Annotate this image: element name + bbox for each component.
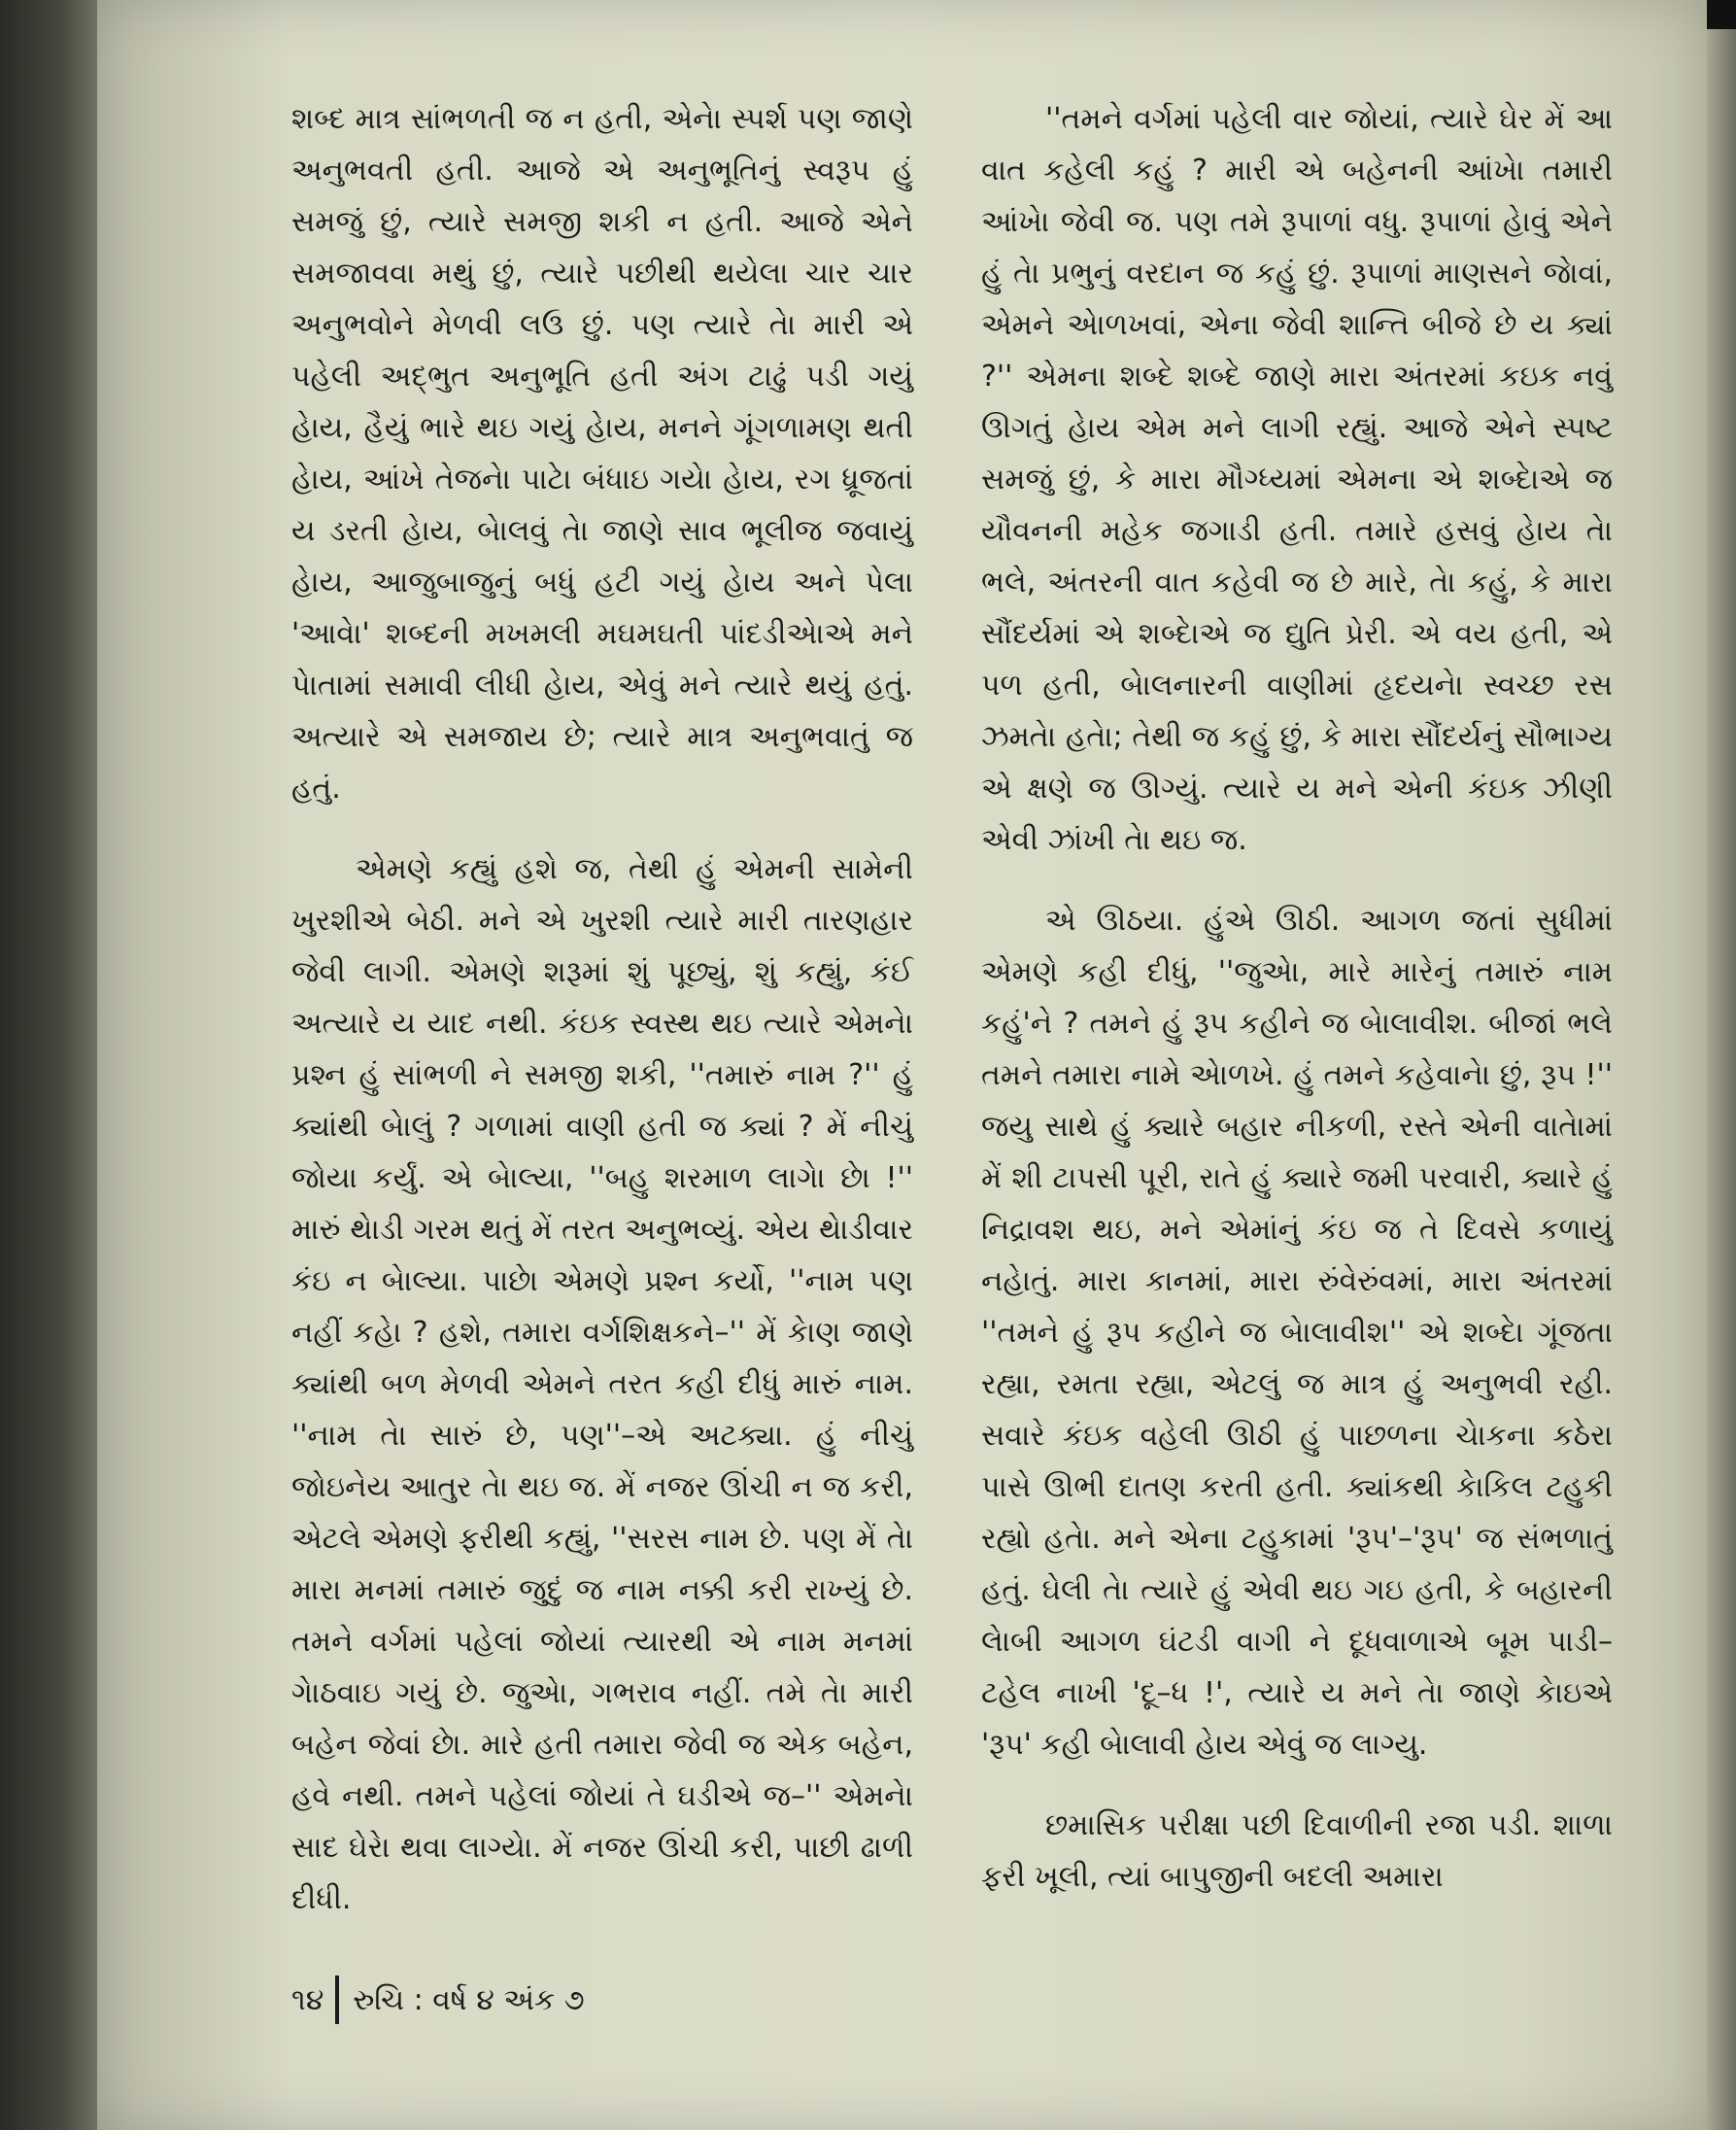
corner-shadow <box>1707 0 1736 29</box>
page-footer <box>291 1975 585 2024</box>
page-number: ૧૪ <box>291 1982 324 2017</box>
left-paragraph-2: એમણે કહ્યું હશે જ, તેથી હું એમની સામેની ખુરશીએ બેઠી. મને એ ખુરશી ત્યારે મારી તારણહાર જેવી લાગી. એમણે શરૂમાં શું પૂછ્યું, શું કહ્યું, કંઈ અત્યારે ય યાદ નથી. કંઇક સ્વસ્થ થઇ ત્યારે એમનેા પ્રશ્ન હું સાંભળી ને સમજી શકી, ''તમારું નામ ?'' હું ક્યાંથી બેાલું ? ગળામાં વાણી હતી જ ક્યાં ? મેં નીચું જોયા કર્યું. એ બેાલ્યા, ''બહુ શરમાળ લાગેા છેા !'' મારું થેાડી ગરમ થતું મેં તરત અનુભવ્યું. એય થેાડીવાર કંઇ ન બેાલ્યા. પાછેા એમણે પ્રશ્ન કર્યો, ''નામ પણ નહીં કહેા ? હશે, તમારા વર્ગશિક્ષકને–'' મેં કેાણ જાણે ક્યાંથી બળ મેળવી એમને તરત કહી દીધું મારું નામ. ''નામ તેા સારું છે, પણ''–એ અટક્યા. હું નીચું જોઇનેય આતુર તેા થઇ જ. મેં નજર ઊંચી ન જ કરી, એટલે એમણે ફરીથી કહ્યું, ''સરસ નામ છે. પણ મેં તેા મારા મનમાં તમારું જુદું જ નામ નક્કી કરી રાખ્યું છે. તમને વર્ગમાં પહેલાં જોયાં ત્યારથી એ નામ મનમાં ગેાઠવાઇ ગયું છે. જુએા, ગભરાવ નહીં. તમે તેા મારી બહેન જેવાં છેા. મારે હતી તમારા જેવી જ એક બહેન, હવે નથી. તમને પહેલાં જોયાં તે ઘડીએ જ–'' એમનેા સાદ ઘેરેા થવા લાગ્યેા. મેં નજર ઊંચી કરી, પાછી ઢાળી દીધી. <box>291 852 913 1916</box>
right-text-column <box>981 93 1613 1932</box>
magazine-issue: રુચિ : વર્ષ ૪ અંક ૭ <box>353 1982 585 2017</box>
left-text-column <box>291 93 913 1954</box>
right-paragraph-2: એ ઊઠયા. હુંએ ઊઠી. આગળ જતાં સુધીમાં એમણે કહી દીધું, ''જુએા, મારે મારેનું તમારું નામ કહું'ને ? તમને હું રૂપ કહીને જ બેાલાવીશ. બીજાં ભલે તમને તમારા નામે એાળખે. હું તમને કહેવાનેા છું, રૂપ !'' જયુ સાથે હું ક્યારે બહાર નીકળી, રસ્તે એની વાતેામાં મેં શી ટાપસી પૂરી, રાતે હું ક્યારે જમી પરવારી, ક્યારે હું નિદ્રાવશ થઇ, મને એમાંનું કંઇ જ તે દિવસે કળાયું નહેાતું. મારા કાનમાં, મારા રુંવેરુંવમાં, મારા અંતરમાં ''તમને હું રૂપ કહીને જ બેાલાવીશ'' એ શબ્દેા ગૂંજતા રહ્યા, રમતા રહ્યા, એટલું જ માત્ર હું અનુભવી રહી. સવારે કંઇક વહેલી ઊઠી હું પાછળના ચેાકના કઠેરા પાસે ઊભી દાતણ કરતી હતી. ક્યાંકથી કેાકિલ ટહુકી રહ્યો હતેા. મને એના ટહુકામાં 'રૂપ'–'રૂપ' જ સંભળાતું હતું. ઘેલી તેા ત્યારે હું એવી થઇ ગઇ હતી, કે બહારની લેાબી આગળ ઘંટડી વાગી ને દૂધવાળાએ બૂમ પાડી–ટહેલ નાખી 'દૂ–ધ !', ત્યારે ય મને તેા જાણે કેાઇએ 'રૂપ' કહી બેાલાવી હેાય એવું જ લાગ્યુ. <box>981 904 1613 1762</box>
page-edge-stack <box>1707 0 1736 2130</box>
right-paragraph-1: ''તમને વર્ગમાં પહેલી વાર જોયાં, ત્યારે ઘેર મેં આ વાત કહેલી કહું ? મારી એ બહેનની આંખેા તમારી આંખેા જેવી જ. પણ તમે રૂપાળાં વધુ. રૂપાળાં હેાવું એને હું તેા પ્રભુનું વરદાન જ કહું છું. રૂપાળાં માણસને જેાવાં, એમને એાળખવાં, એના જેવી શાન્તિ બીજે છે ય ક્યાં ?'' એમના શબ્દે શબ્દે જાણે મારા અંતરમાં કઇક નવું ઊગતું હેાય એમ મને લાગી રહ્યું. આજે એને સ્પષ્ટ સમજું છું, કે મારા મૌગ્ધ્યમાં એમના એ શબ્દેાએ જ યૌવનની મહેક જગાડી હતી. તમારે હસવું હેાય તેા ભલે, અંતરની વાત કહેવી જ છે મારે, તેા કહું, કે મારા સૌંદર્યમાં એ શબ્દેાએ જ દ્યુતિ પ્રેરી. એ વય હતી, એ પળ હતી, બેાલનારની વાણીમાં હૃદયનેા સ્વચ્છ રસ ઝમતેા હતેા; તેથી જ કહું છું, કે મારા સૌંદર્યનું સૌભાગ્ય એ ક્ષણે જ ઊગ્યું. ત્યારે ય મને એની કંઇક ઝીણી એવી ઝાંખી તેા થઇ જ. <box>981 102 1613 857</box>
right-paragraph-3: છમાસિક પરીક્ષા પછી દિવાળીની રજા પડી. શાળા ફરી ખૂલી, ત્યાં બાપુજીની બદલી અમારા <box>981 1808 1613 1894</box>
footer-divider <box>335 1975 339 2024</box>
left-paragraph-1: શબ્દ માત્ર સાંભળતી જ ન હતી, એનેા સ્પર્શ પણ જાણે અનુભવતી હતી. આજે એ અનુભૂતિનું સ્વરૂપ હું સમજું છું, ત્યારે સમજી શકી ન હતી. આજે એને સમજાવવા મથું છું, ત્યારે પછીથી થયેલા ચાર ચાર અનુભવોને મેળવી લઉ છું. પણ ત્યારે તેા મારી એ પહેલી અદ્ભુત અનુભૂતિ હતી અંગ ટાઢું પડી ગયું હેાય, હૈયું ભારે થઇ ગયું હેાય, મનને ગૂંગળામણ થતી હેાય, આંખે તેજનેા પાટેા બંધાઇ ગયેા હેાય, રગ ધ્રૂજતાં ય ડરતી હેાય, બેાલવું તેા જાણે સાવ ભૂલીજ જવાયું હેાય, આજુબાજુનું બધું હટી ગયું હેાય અને પેલા 'આવેા' શબ્દની મખમલી મઘમઘતી પાંદડીએાએ મને પેાતામાં સમાવી લીધી હેાય, એવું મને ત્યારે થયું હતું. અત્યારે એ સમજાય છે; ત્યારે માત્ર અનુભવાતું જ હતું. <box>291 102 913 806</box>
